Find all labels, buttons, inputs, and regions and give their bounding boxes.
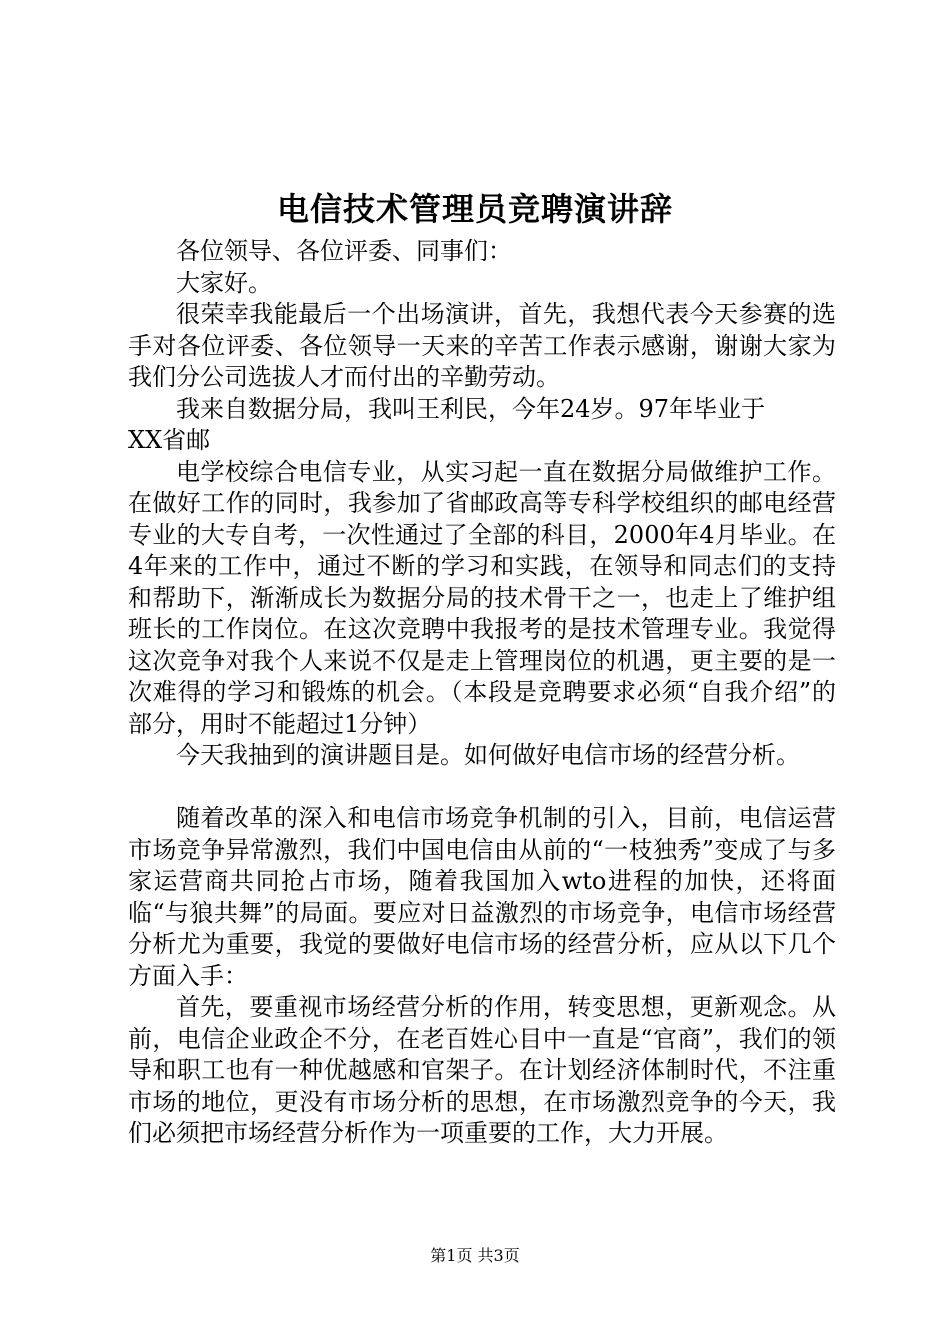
blank-line [128,772,836,804]
first-point-paragraph: 首先，要重视市场经营分析的作用，转变思想，更新观念。从前，电信企业政企不分，在老百姓心目中一直是“官商”，我们的领导和职工也有一种优越感和官架子。在计划经济体制时代，不注重市场的地位，更没有市场分析的思想，在市场激烈竞争的今天，我们必须把市场经营分析作为一项重要的工作，大力开展。 [128,993,836,1147]
salutation-paragraph: 各位领导、各位评委、同事们： [176,237,512,265]
page-footer: 第1页 共3页 [430,1246,520,1265]
greeting-paragraph: 大家好。 [176,268,272,297]
intro-continuation-line: XX省邮 [128,426,211,454]
document-body [128,236,836,1150]
market-paragraph: 随着改革的深入和电信市场竞争机制的引入，目前，电信运营市场竞争异常激烈，我们中国电信由从前的“一枝独秀”变成了与多家运营商共同抢占市场，随着我国加入wto进程的加快，还将面临“与狼共舞”的局面。要应对日益激烈的市场竞争，电信市场经营分析尤为重要，我觉的要做好电信市场的经营分析，应从以下几个方面入手： [128,804,836,990]
topic-paragraph: 今天我抽到的演讲题目是。如何做好电信市场的经营分析。 [176,741,800,769]
document-title: 电信技术管理员竞聘演讲辞 [276,190,673,228]
intro-paragraph: 我来自数据分局，我叫王利民，今年24岁。97年毕业于 [176,394,766,423]
thanks-paragraph: 很荣幸我能最后一个出场演讲，首先，我想代表今天参赛的选手对各位评委、各位领导一天来的辛苦工作表示感谢，谢谢大家为我们分公司选拔人才而付出的辛勤劳动。 [128,300,836,391]
experience-paragraph: 电学校综合电信专业，从实习起一直在数据分局做维护工作。在做好工作的同时，我参加了省邮政高等专科学校组织的邮电经营专业的大专自考，一次性通过了全部的科目，2000年4月毕业。在4年来的工作中，通过不断的学习和实践，在领导和同志们的支持和帮助下，渐渐成长为数据分局的技术骨干之一，也走上了维护组班长的工作岗位。在这次竞聘中我报考的是技术管理专业。我觉得这次竞争对我个人来说不仅是走上管理岗位的机遇，更主要的是一次难得的学习和锻炼的机会。（本段是竞聘要求必须“自我介绍”的部分，用时不能超过1分钟） [128,457,836,738]
